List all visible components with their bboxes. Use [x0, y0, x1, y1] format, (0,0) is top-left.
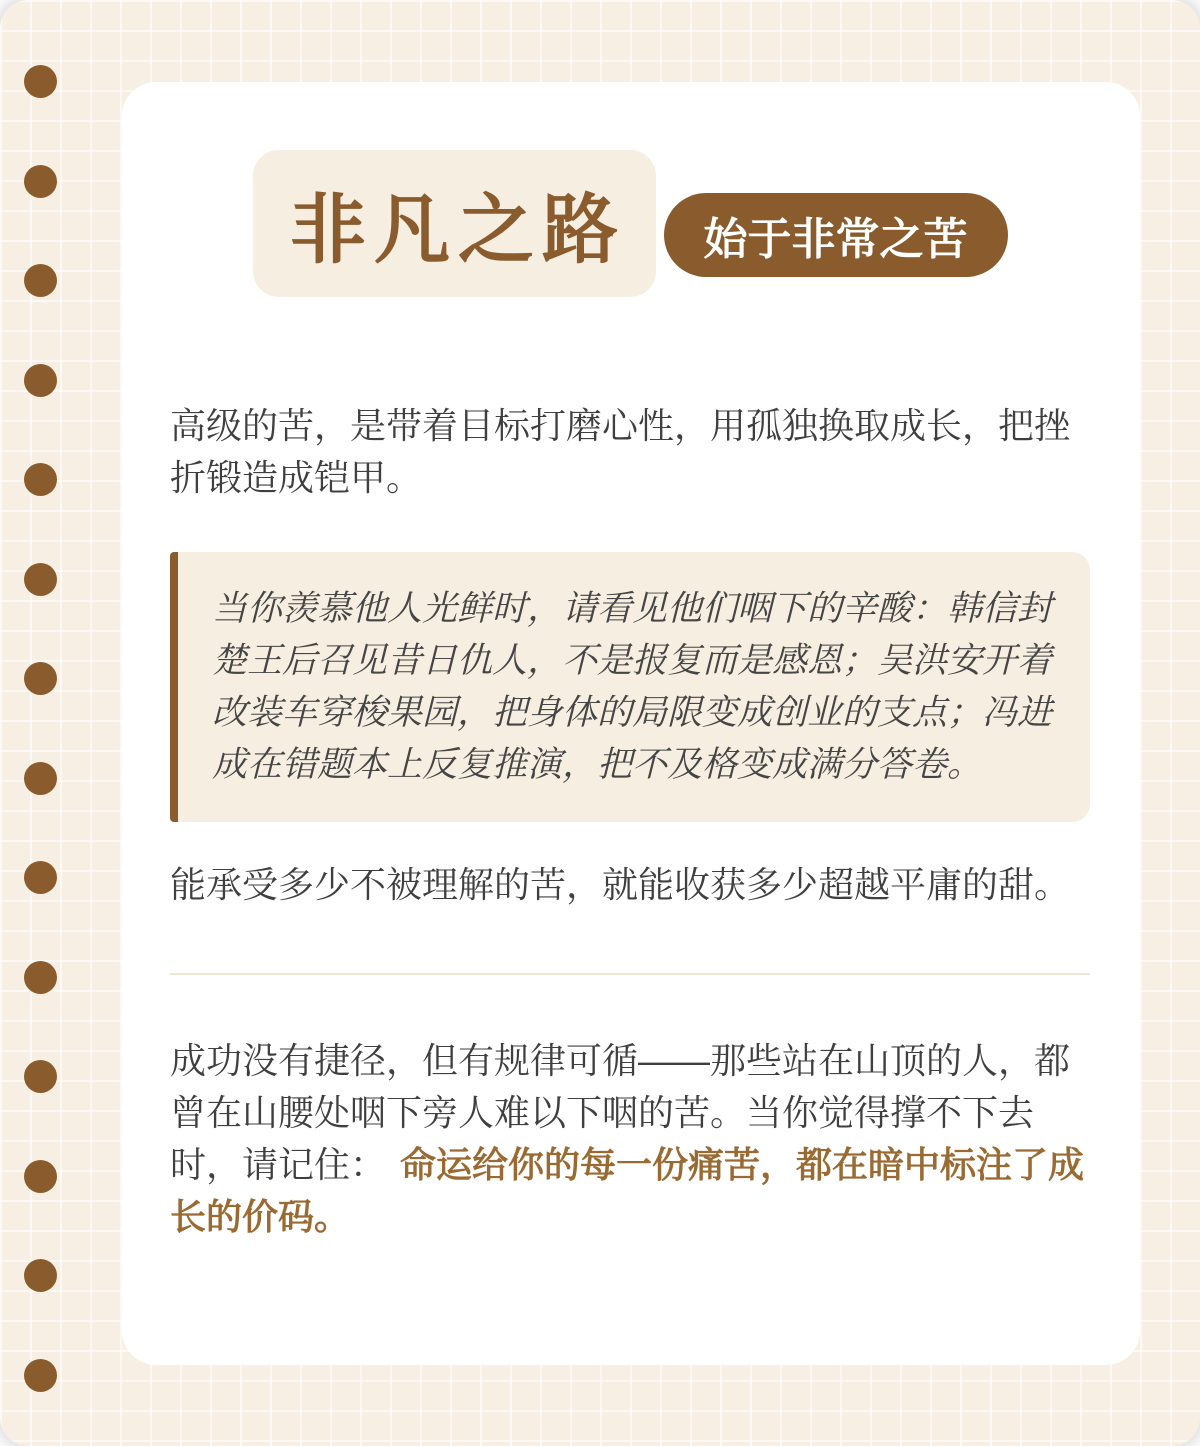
title-badge [253, 150, 656, 297]
binder-hole [24, 264, 57, 297]
closing-lead: 成功没有捷径，但有规律可循——那些站在山顶的人，都曾在山腰处咽下旁人难以下咽的苦。当你觉得撑不下去时，请记住： [170, 1040, 1071, 1185]
notebook-holes [23, 65, 57, 1392]
quote-text: 当你羡慕他人光鲜时，请看见他们咽下的辛酸：韩信封楚王后召见昔日仇人，不是报复而是感恩；吴洪安开着改装车穿梭果园，把身体的局限变成创业的支点；冯进成在错题本上反复推演，把不及格变成满分答卷。 [212, 589, 1053, 784]
paragraph-closing [170, 1035, 1090, 1243]
subtitle-pill [664, 193, 1008, 277]
content-card [122, 82, 1140, 1365]
binder-hole [24, 762, 57, 795]
binder-hole [24, 563, 57, 596]
quote-block [170, 552, 1090, 822]
binder-hole [24, 1259, 57, 1292]
binder-hole [24, 961, 57, 994]
divider [170, 973, 1090, 975]
paragraph-intro: 高级的苦，是带着目标打磨心性，用孤独换取成长，把挫折锻造成铠甲。 [170, 405, 1071, 498]
subtitle-text: 始于非常之苦 [703, 215, 968, 264]
title-row [170, 150, 1090, 297]
paragraph-middle: 能承受多少不被理解的苦，就能收获多少超越平庸的甜。 [170, 864, 1071, 905]
binder-hole [24, 662, 57, 695]
closing-highlight: 命运给你的每一份痛苦，都在暗中标注了成长的价码。 [170, 1144, 1085, 1237]
page-title: 非凡之路 [290, 188, 626, 273]
binder-hole [24, 1160, 57, 1193]
binder-hole [24, 1359, 57, 1392]
binder-hole [24, 165, 57, 198]
binder-hole [24, 1060, 57, 1093]
binder-hole [24, 463, 57, 496]
binder-hole [24, 65, 57, 98]
binder-hole [24, 861, 57, 894]
binder-hole [24, 364, 57, 397]
